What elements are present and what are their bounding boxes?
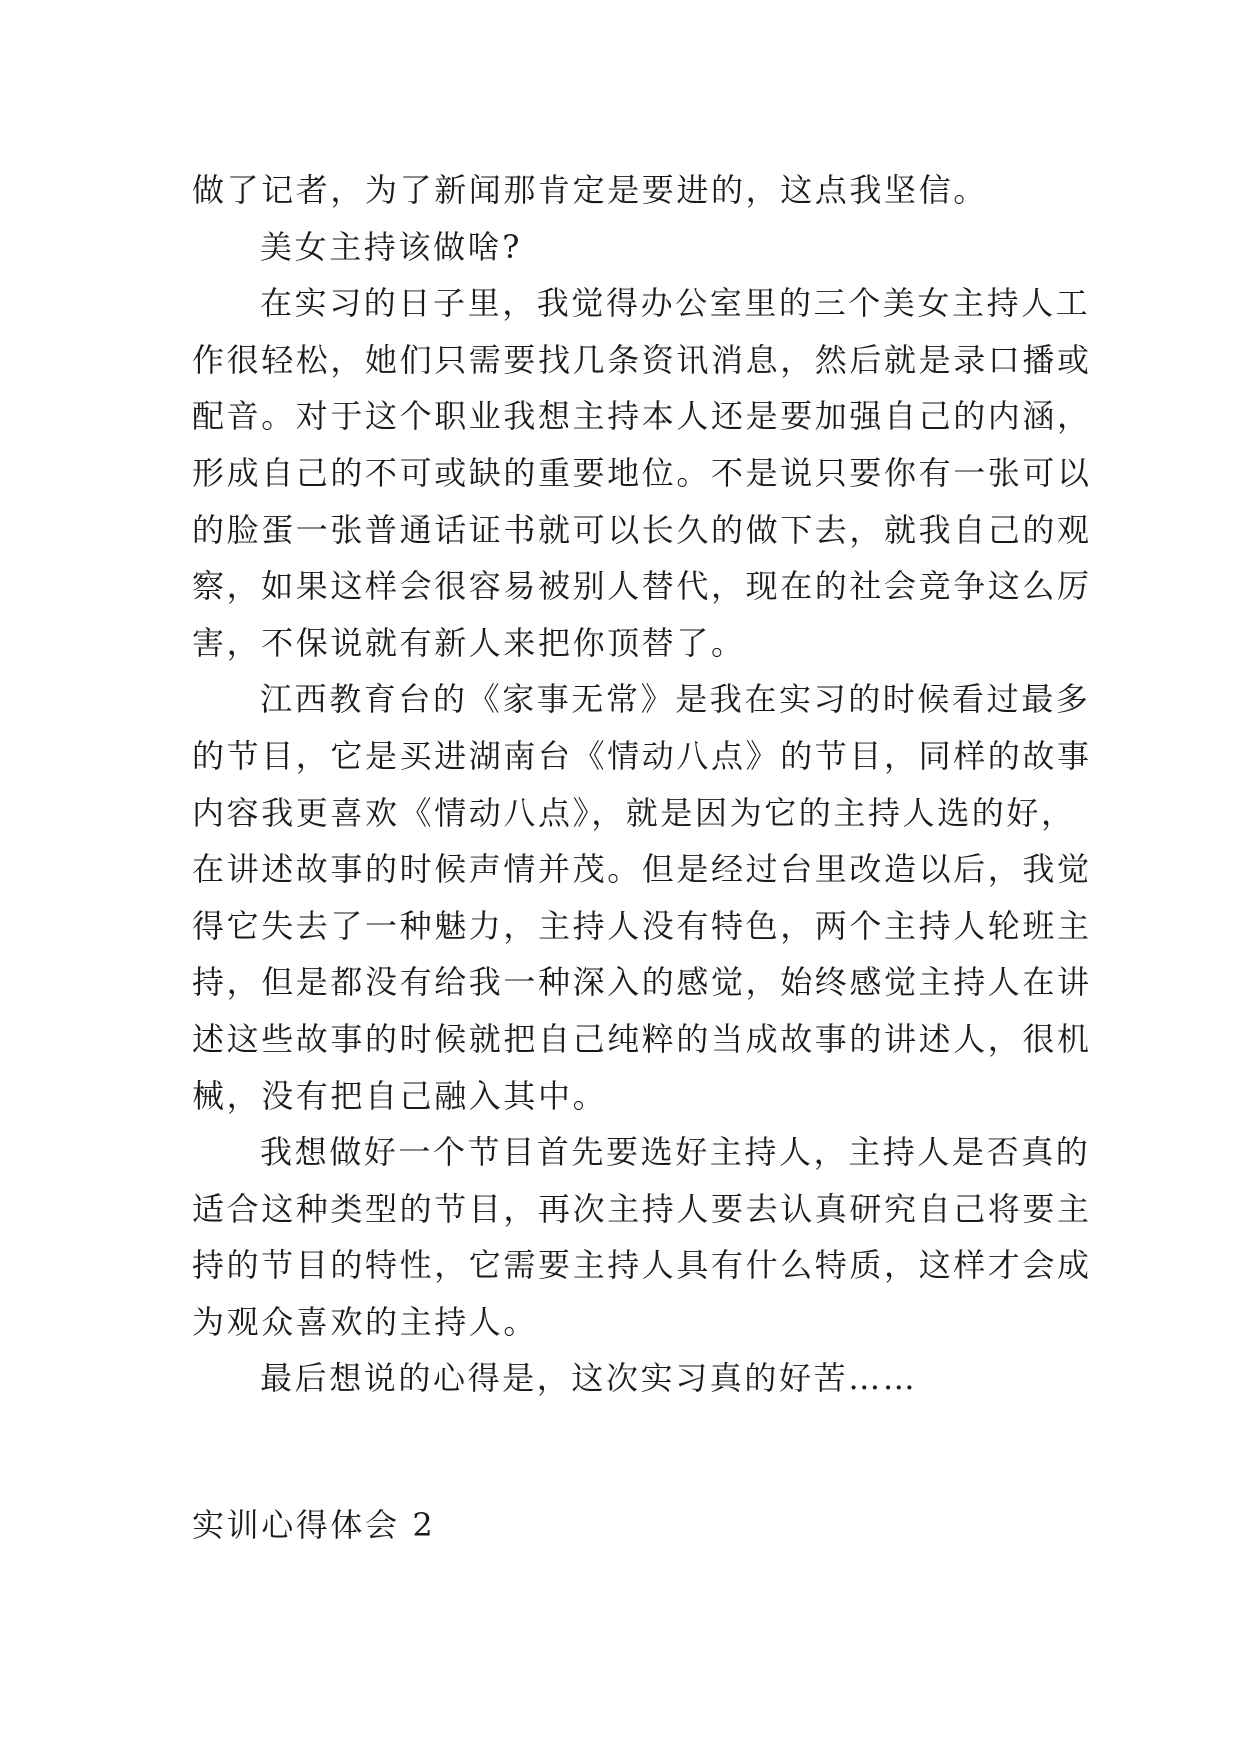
document-body xyxy=(192,162,1092,1554)
text-line: 械，没有把自己融入其中。 xyxy=(192,1076,608,1115)
text-line: 配音。对于这个职业我想主持本人还是要加强自己的内涵， xyxy=(192,397,1092,436)
paragraph-first-line: 最后想说的心得是，这次实习真的好苦…… xyxy=(260,1359,918,1398)
text-line: 形成自己的不可或缺的重要地位。不是说只要你有一张可以 xyxy=(192,453,1092,492)
text-line: 持，但是都没有给我一种深入的感觉，始终感觉主持人在讲 xyxy=(192,963,1092,1002)
paragraph-first-line: 我想做好一个节目首先要选好主持人，主持人是否真的 xyxy=(260,1133,1091,1172)
text-line: 在讲述故事的时候声情并茂。但是经过台里改造以后，我觉 xyxy=(192,850,1092,889)
text-line: 述这些故事的时候就把自己纯粹的当成故事的讲述人，很机 xyxy=(192,1019,1092,1058)
text-line: 适合这种类型的节目，再次主持人要去认真研究自己将要主 xyxy=(192,1189,1092,1228)
text-line: 的脸蛋一张普通话证书就可以长久的做下去，就我自己的观 xyxy=(192,510,1092,549)
section-spacer xyxy=(192,1407,1062,1497)
paragraph-first-line: 江西教育台的《家事无常》是我在实习的时候看过最多 xyxy=(260,680,1091,719)
text-line: 做了记者，为了新闻那肯定是要进的，这点我坚信。 xyxy=(192,171,988,209)
text-line: 的节目，它是买进湖南台《情动八点》的节目，同样的故事 xyxy=(192,736,1092,775)
text-line: 得它失去了一种魅力，主持人没有特色，两个主持人轮班主 xyxy=(192,906,1092,945)
text-line: 作很轻松，她们只需要找几条资讯消息，然后就是录口播或 xyxy=(192,340,1092,379)
paragraph-first-line: 美女主持该做啥? xyxy=(260,227,522,266)
section-heading: 实训心得体会 2 xyxy=(192,1506,436,1545)
text-line: 察，如果这样会很容易被别人替代，现在的社会竞争这么厉 xyxy=(192,567,1092,606)
paragraph-first-line: 在实习的日子里，我觉得办公室里的三个美女主持人工 xyxy=(260,284,1091,323)
text-line: 内容我更喜欢《情动八点》，就是因为它的主持人选的好， xyxy=(192,793,1076,832)
text-line: 持的节目的特性，它需要主持人具有什么特质，这样才会成 xyxy=(192,1246,1092,1285)
text-line: 害，不保说就有新人来把你顶替了。 xyxy=(192,623,746,662)
text-line: 为观众喜欢的主持人。 xyxy=(192,1302,539,1341)
